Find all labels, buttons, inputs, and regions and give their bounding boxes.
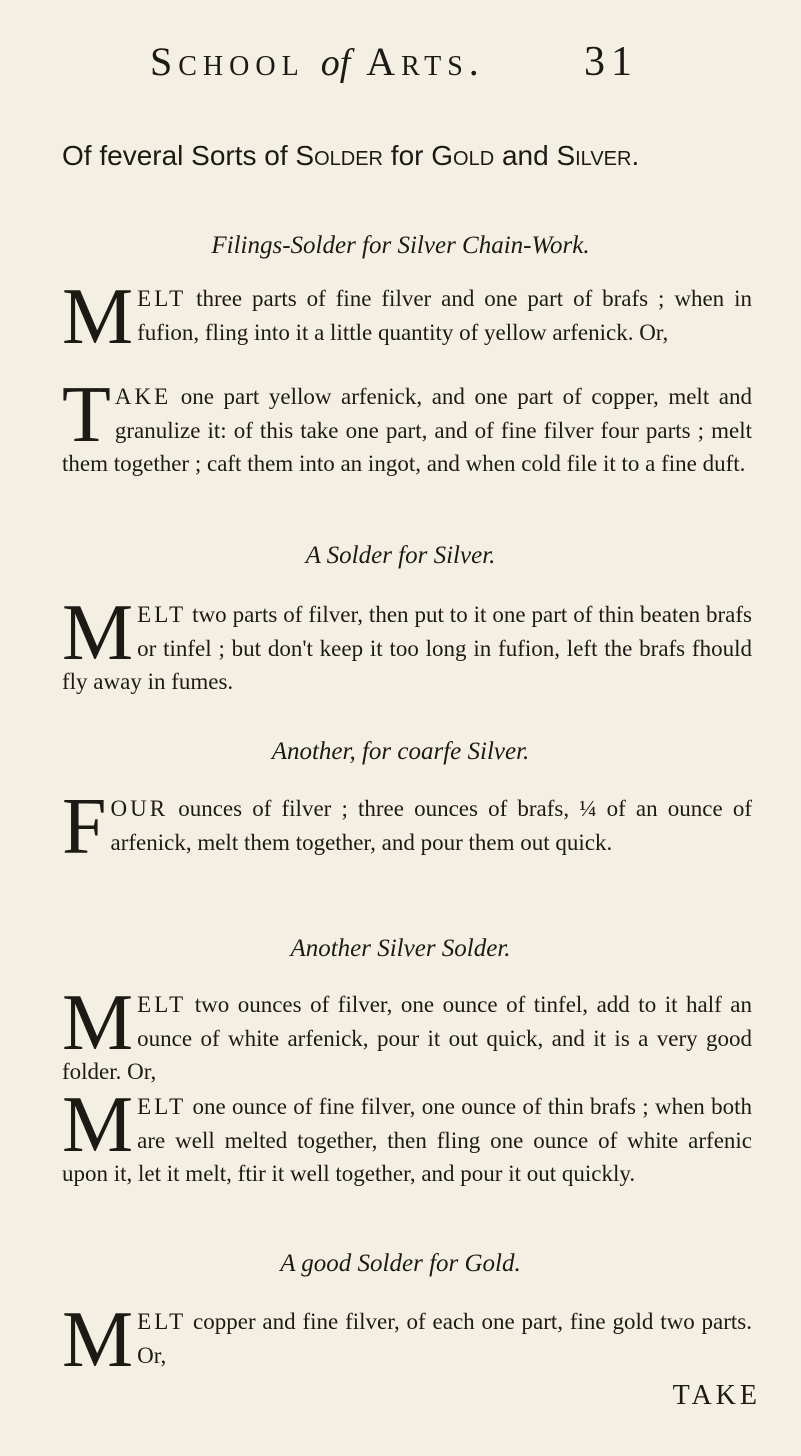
running-head	[150, 38, 638, 98]
chapter-title	[62, 140, 762, 172]
running-head-of: of	[320, 42, 351, 84]
drop-cap: M	[62, 273, 134, 361]
paragraph-text: one ounce of fine filver, one ounce of thin brafs ; when both are well melted together, then fling one ounce of white arfenic upon it, let it melt, ftir it well together, and pour it out quickly.	[62, 1094, 752, 1186]
title-for: for	[390, 140, 424, 171]
recipe-paragraph	[62, 273, 752, 361]
first-word: AKE	[114, 384, 172, 409]
page-number: 31	[584, 39, 638, 85]
section-heading: Another Silver Solder.	[290, 935, 511, 962]
title-word: Gold	[431, 140, 495, 171]
paragraph-text: copper and fine filver, of each one part, fine gold two parts. Or,	[137, 1309, 752, 1368]
drop-cap: M	[62, 589, 134, 677]
recipe-paragraph	[62, 979, 752, 1089]
first-word: ELT	[137, 1094, 187, 1119]
title-and: and	[501, 140, 549, 171]
recipe-paragraph	[62, 1296, 752, 1384]
section-heading: Filings-Solder for Silver Chain-Work.	[211, 232, 590, 259]
drop-cap: M	[62, 1081, 134, 1169]
section-heading: Another, for coarfe Silver.	[271, 738, 530, 765]
running-head-title	[150, 38, 485, 85]
first-word: OUR	[110, 796, 169, 821]
recipe-paragraph	[62, 589, 752, 699]
first-word: ELT	[137, 602, 187, 627]
running-head-word: School	[150, 39, 305, 84]
recipe-paragraph	[62, 1081, 752, 1191]
paragraph-text: three parts of fine filver and one part of brafs ; when in fufion, fling into it a little quantity of yellow arfenick. Or,	[137, 286, 752, 345]
recipe-paragraph	[62, 371, 752, 481]
title-word: Solder	[295, 140, 384, 171]
title-word: Silver.	[556, 140, 640, 171]
drop-cap: T	[62, 371, 111, 459]
running-head-word: Arts.	[366, 39, 485, 84]
title-prefix: Of feveral Sorts of	[62, 140, 288, 171]
paragraph-text: ounces of filver ; three ounces of brafs, ¼ of an ounce of arfenick, melt them together, and pour them out quick.	[110, 796, 752, 855]
drop-cap: M	[62, 979, 134, 1067]
paragraph-text: two parts of filver, then put to it one part of thin beaten brafs or tinfel ; but don't keep it too long in fufion, left the brafs fhould fly away in fumes.	[62, 602, 752, 694]
recipe-paragraph	[62, 783, 752, 871]
drop-cap: M	[62, 1296, 134, 1384]
section-heading: A good Solder for Gold.	[280, 1250, 521, 1277]
first-word: ELT	[137, 1309, 187, 1334]
catchword: TAKE	[672, 1380, 761, 1411]
first-word: ELT	[137, 992, 187, 1017]
paragraph-text: one part yellow arfenick, and one part of copper, melt and granulize it: of this take one part, and of fine filver four parts ; melt them together ; caft them into an ingot, and when cold file it to a fine duft.	[62, 384, 752, 476]
section-heading: A Solder for Silver.	[305, 542, 496, 569]
paragraph-text: two ounces of filver, one ounce of tinfel, add to it half an ounce of white arfenick, pour it out quick, and it is a very good folder. Or,	[62, 992, 752, 1084]
drop-cap: F	[62, 783, 107, 871]
first-word: ELT	[137, 286, 187, 311]
